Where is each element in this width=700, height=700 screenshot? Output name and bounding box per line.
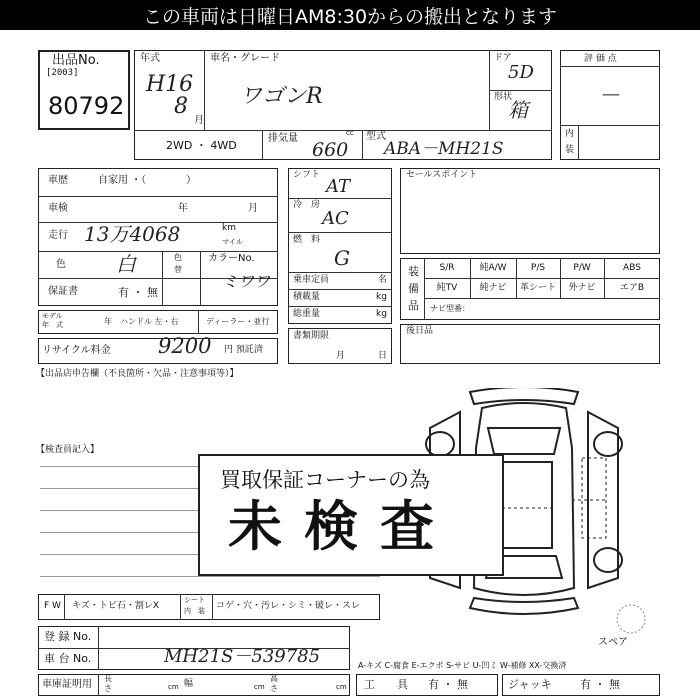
repaint-label-2: 替 bbox=[174, 265, 182, 274]
equipment-label-1: 装 bbox=[408, 265, 419, 278]
garage-length-2: さ bbox=[104, 684, 112, 693]
spare-tire-icon bbox=[614, 602, 648, 636]
tools-label: 工 具 bbox=[364, 678, 408, 691]
recycle-fee-value: 9200 bbox=[158, 334, 212, 358]
garage-height-2: さ bbox=[270, 684, 278, 693]
car-name-label: 車名・グレード bbox=[210, 53, 280, 64]
shape-value: 箱 bbox=[508, 98, 528, 122]
inspection-year: 年 bbox=[178, 203, 188, 214]
inspection-label: 車検 bbox=[48, 203, 68, 214]
fw-desc: キズ・トビ石・割レX bbox=[72, 601, 159, 611]
displacement-value: 660 bbox=[312, 139, 349, 161]
capacity-label: 乗車定員 bbox=[293, 275, 330, 285]
jack-value: 有 ・ 無 bbox=[580, 678, 620, 691]
inspector-notes-label: 【検査員記入】 bbox=[36, 445, 100, 455]
retrofit-box bbox=[400, 324, 660, 364]
color-label: 色 bbox=[56, 259, 66, 270]
equip-sunroof: S/R bbox=[439, 263, 455, 273]
equip-leather-seats: 革シート bbox=[519, 283, 556, 293]
buyback-stamp-line-2: 未検査 bbox=[228, 495, 456, 558]
load-unit: kg bbox=[376, 292, 387, 302]
fw-label: F W bbox=[44, 601, 61, 611]
equip-airbag: エアB bbox=[619, 283, 645, 293]
spare-label: スペア bbox=[598, 637, 628, 648]
displacement-label: 排気量 bbox=[268, 133, 298, 144]
inspection-month: 月 bbox=[248, 203, 258, 214]
garage-cert-label: 車庫証明用 bbox=[42, 679, 92, 690]
seat-label-1: シート bbox=[184, 596, 205, 604]
month-unit: 月 bbox=[194, 115, 204, 126]
mileage-value: 13万4068 bbox=[84, 222, 181, 246]
history-value: 自家用 ・（ ） bbox=[98, 175, 197, 186]
recycle-fee-label: リサイクル料金 bbox=[42, 345, 111, 356]
garage-length-1: 長 bbox=[104, 674, 112, 683]
model-year-unit: 年 bbox=[104, 317, 112, 326]
damage-code-legend: A-キズ C-腐食 E-エクボ S-サビ U-凹ミ W-補修 XX-交換済 bbox=[358, 661, 567, 670]
aircon-label: 冷 房 bbox=[293, 200, 321, 210]
fuel-label: 燃 料 bbox=[293, 235, 321, 245]
chassis-label: 車 台 No. bbox=[44, 652, 92, 665]
door-label: ドア bbox=[494, 53, 512, 63]
year-value: H16 bbox=[146, 72, 194, 97]
model-year-label-2: 年 式 bbox=[42, 321, 63, 329]
docs-deadline-label: 書類期限 bbox=[293, 331, 330, 341]
chassis-number: MH21S－539785 bbox=[164, 646, 321, 667]
sales-point-box bbox=[400, 168, 660, 254]
score-value: － bbox=[598, 84, 621, 109]
handle-side: ハンドル 左・右 bbox=[120, 317, 179, 326]
model-code-value: ABA－MH21S bbox=[384, 139, 504, 159]
interior-label-2: 装 bbox=[565, 145, 575, 155]
shape-label: 形状 bbox=[494, 92, 513, 102]
mileage-label: 走行 bbox=[48, 230, 68, 241]
lot-year-tag: [2003] bbox=[46, 68, 79, 78]
docs-month: 月 bbox=[336, 351, 346, 361]
equipment-label-2: 備 bbox=[408, 282, 419, 295]
registration-label: 登 録 No. bbox=[44, 630, 92, 643]
equip-alloy-wheels: 純A/W bbox=[479, 263, 507, 273]
buyback-stamp-line-1: 買取保証コーナーの為 bbox=[220, 468, 430, 492]
door-value: 5D bbox=[508, 62, 534, 83]
year-label: 年式 bbox=[140, 53, 160, 64]
warranty-label: 保証書 bbox=[48, 286, 78, 297]
seat-label-2: 内 装 bbox=[184, 607, 205, 615]
displacement-unit: cc bbox=[346, 129, 354, 137]
month-value: 8 bbox=[174, 94, 188, 119]
shift-label: シフト bbox=[293, 170, 321, 180]
retrofit-label: 後日品 bbox=[406, 326, 434, 336]
color-value: 白 bbox=[116, 252, 136, 276]
history-label: 車歴 bbox=[48, 175, 68, 186]
seat-desc: コゲ・穴・汚レ・シミ・破レ・スレ bbox=[216, 601, 361, 611]
model-year-label-1: モデル bbox=[42, 312, 63, 320]
equip-aftermarket-navi: 外ナビ bbox=[568, 283, 596, 293]
warranty-value: 有 ・ 無 bbox=[118, 286, 158, 299]
equip-power-windows: P/W bbox=[573, 263, 591, 273]
equip-abs: ABS bbox=[623, 263, 641, 273]
car-name-value: ワゴンR bbox=[240, 84, 323, 109]
weight-unit: kg bbox=[376, 309, 387, 319]
color-code-label: カラーNo. bbox=[208, 253, 255, 264]
shift-value: AT bbox=[326, 176, 351, 197]
score-label: 評 価 点 bbox=[584, 54, 617, 64]
equipment-label-3: 品 bbox=[408, 299, 419, 312]
recycle-fee-unit: 円 預託済 bbox=[224, 345, 263, 355]
fuel-value: G bbox=[334, 246, 350, 270]
repaint-label-1: 色 bbox=[174, 253, 182, 262]
garage-height-unit: cm bbox=[336, 683, 347, 691]
drive-type: 2WD ・ 4WD bbox=[166, 139, 237, 152]
lot-number-label: 出品No. bbox=[52, 53, 100, 68]
tools-value: 有 ・ 無 bbox=[428, 678, 468, 691]
navi-model-label: ナビ型番： bbox=[430, 304, 470, 313]
equip-oem-tv: 純TV bbox=[436, 283, 458, 293]
capacity-unit: 名 bbox=[378, 275, 388, 285]
seller-notes-label: 【出品店申告欄（不良箇所・欠品・注意事項等）】 bbox=[36, 369, 239, 379]
dealer-type: ディーラー・並行 bbox=[206, 317, 270, 326]
model-code-label: 型式 bbox=[366, 131, 386, 142]
pickup-notice-banner: この車両は日曜日AM8:30からの搬出となります bbox=[0, 0, 700, 30]
equip-power-steering: P/S bbox=[530, 263, 546, 273]
mileage-mile: マイル bbox=[222, 238, 243, 246]
sales-point-label: セールスポイント bbox=[406, 170, 478, 180]
garage-width-unit: cm bbox=[254, 683, 265, 691]
mileage-km: km bbox=[222, 223, 236, 233]
aircon-value: AC bbox=[322, 208, 349, 229]
garage-length-unit: cm bbox=[168, 683, 179, 691]
docs-day: 日 bbox=[378, 351, 388, 361]
jack-label: ジャッキ bbox=[508, 678, 552, 691]
interior-label-1: 内 bbox=[565, 129, 575, 139]
garage-width: 幅 bbox=[184, 679, 194, 689]
lot-number: 80792 bbox=[48, 92, 125, 120]
weight-label: 総重量 bbox=[293, 309, 321, 319]
equip-oem-navi: 純ナビ bbox=[479, 283, 507, 293]
color-code-value: ミワワ bbox=[222, 272, 271, 291]
garage-height-1: 高 bbox=[270, 674, 278, 683]
load-label: 積載量 bbox=[293, 292, 321, 302]
